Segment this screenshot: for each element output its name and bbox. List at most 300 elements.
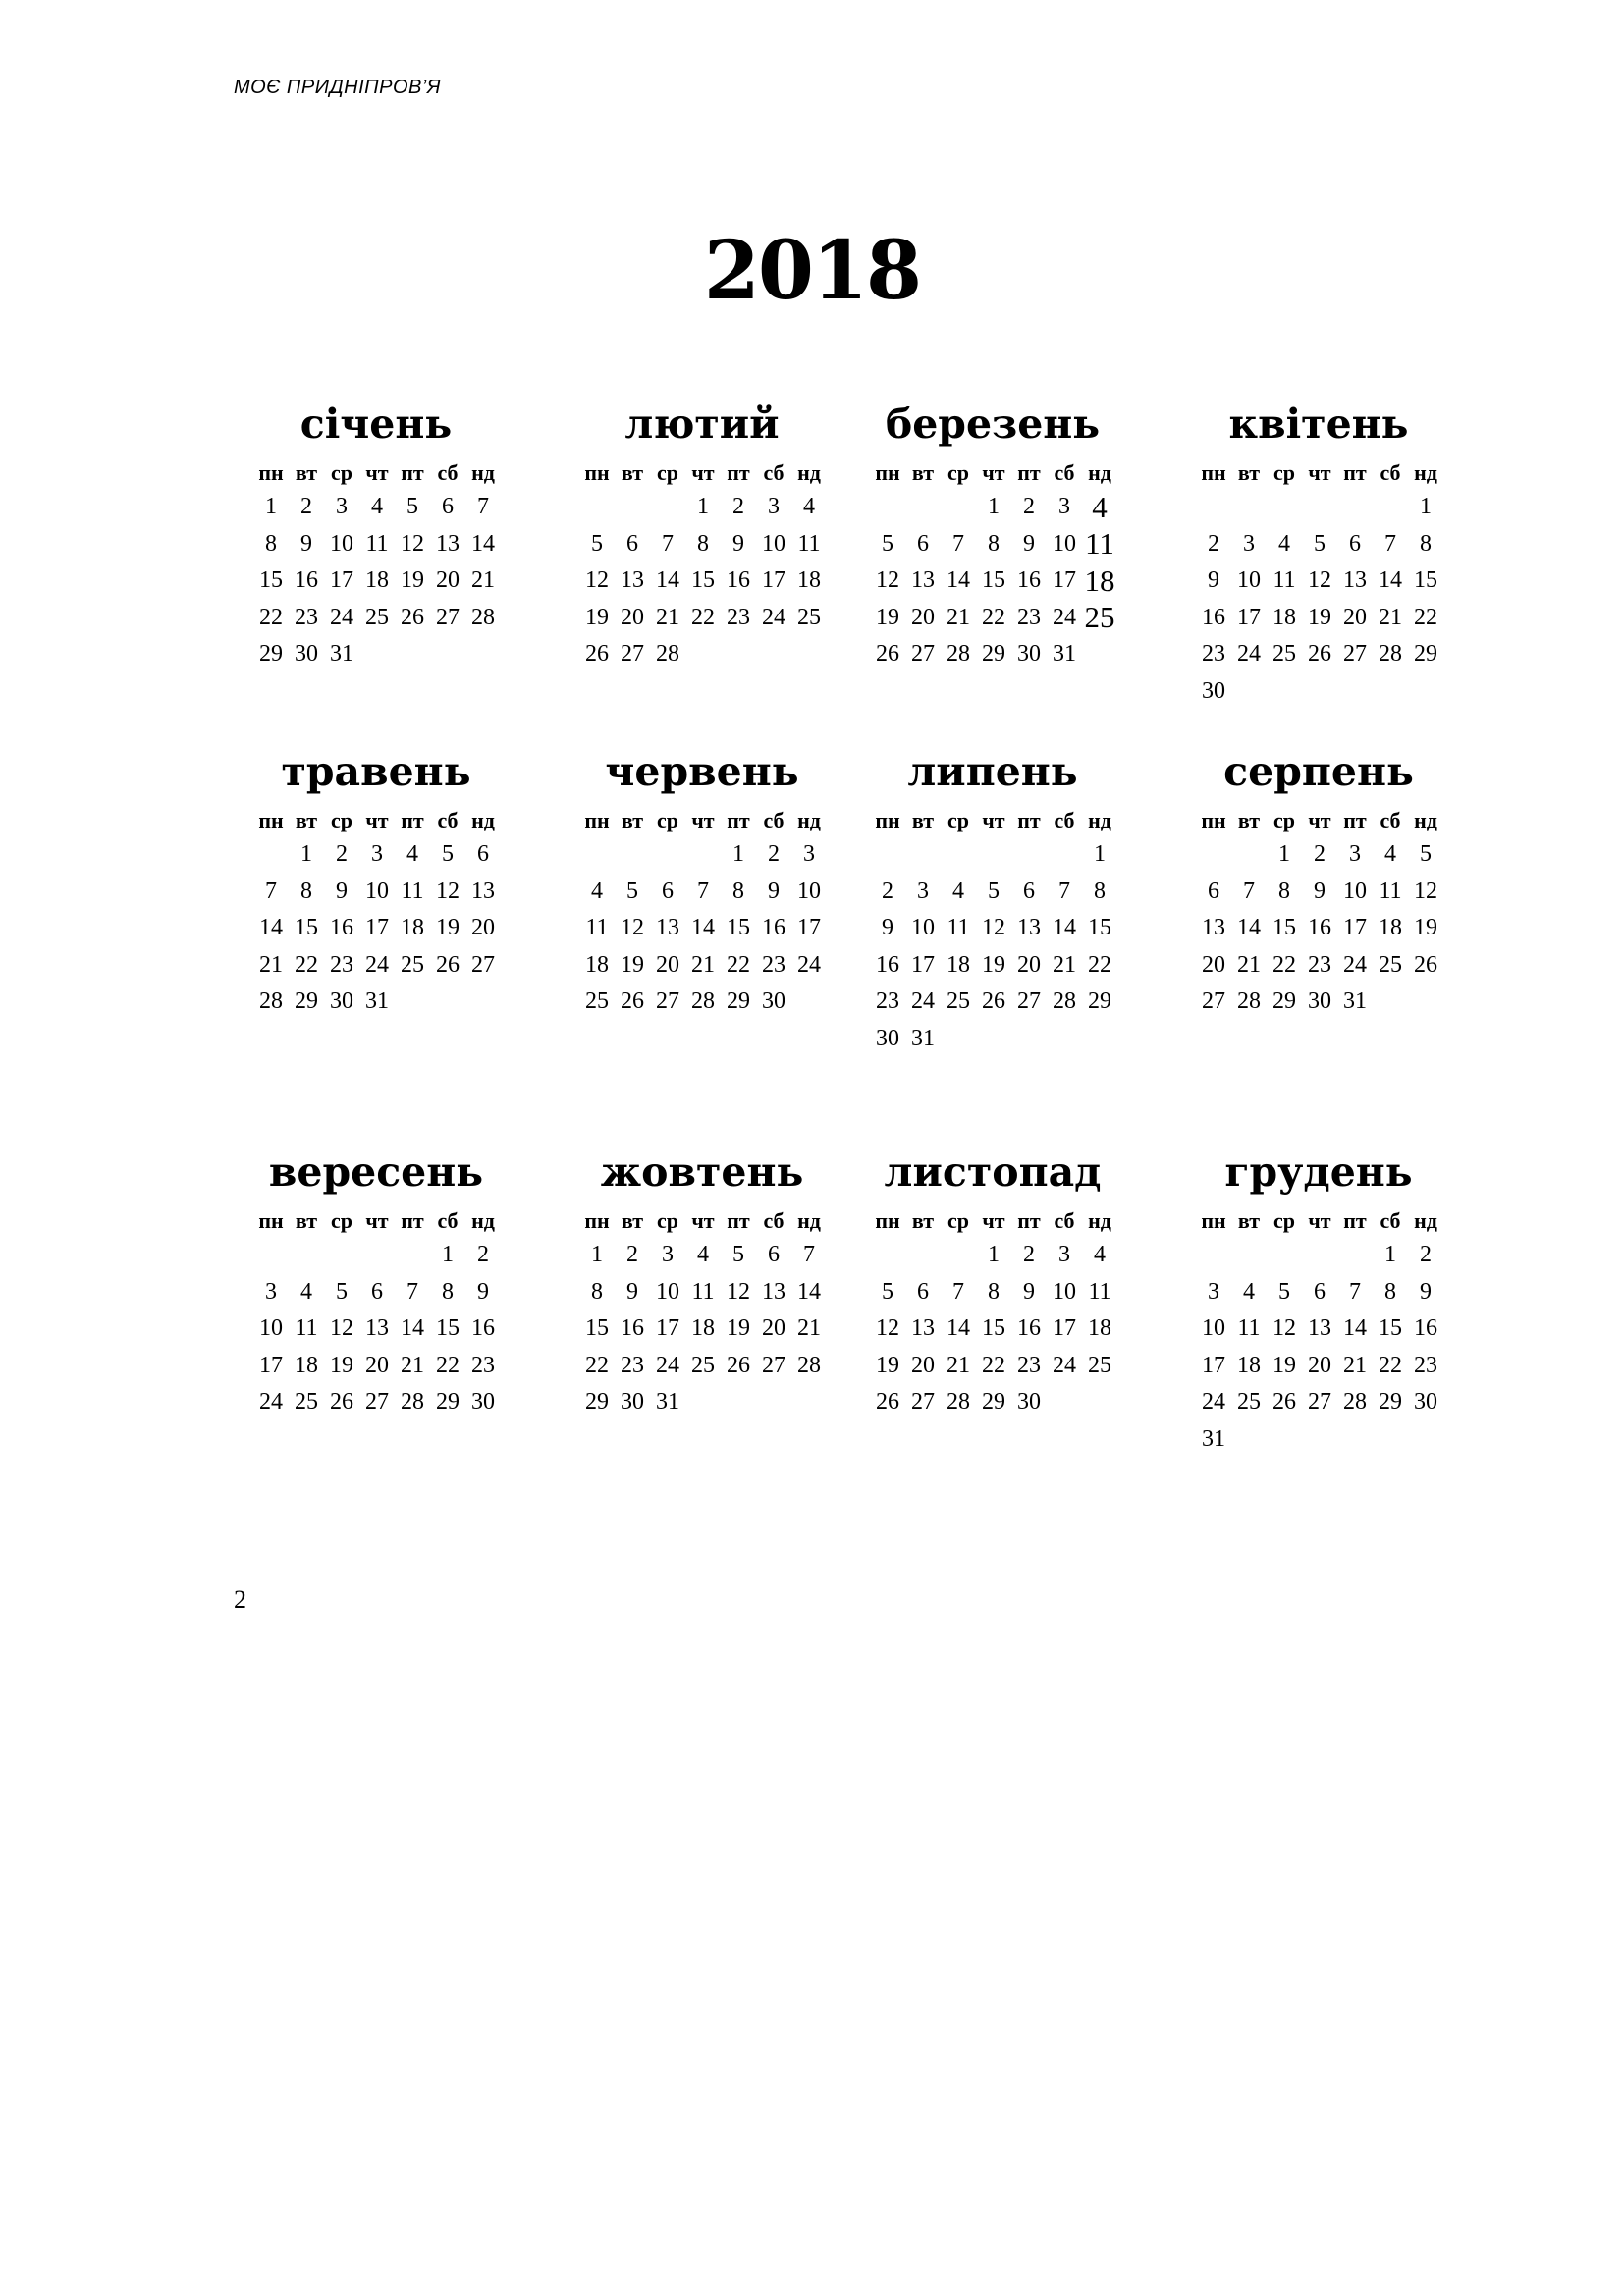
day-cell: 25 [797,604,821,630]
day-cell: 20 [656,951,679,978]
weekday-label: ср [947,808,969,832]
weekday-label: пт [1343,460,1367,485]
week-row [1196,984,1481,1021]
day-cell: 13 [436,530,460,557]
day-cell: 4 [371,494,383,520]
weekday-label: чт [1308,1208,1331,1233]
day-cell: 17 [1343,915,1367,941]
day-cell: 19 [982,951,1005,978]
week-row [870,1310,1155,1348]
day-cell: 6 [442,494,454,520]
day-cell: 17 [1237,604,1261,630]
day-cell: 5 [882,530,893,557]
day-cell: 17 [259,1352,283,1378]
day-cell: 21 [1237,951,1261,978]
day-cell: 18 [1088,1315,1111,1342]
day-cell: 29 [727,988,750,1015]
weekday-label: пн [584,808,610,832]
day-cell: 15 [1088,915,1111,941]
day-cell: 31 [365,988,389,1015]
weekday-header-row [1196,805,1481,836]
weekday-label: вт [911,808,935,832]
day-cell: 9 [477,1278,489,1305]
day-cell: 8 [1278,878,1290,904]
week-row [253,984,538,1021]
day-cell: 19 [585,604,609,630]
weekday-label: вт [911,460,935,485]
week-row [253,910,538,947]
day-cell: 23 [1414,1352,1437,1378]
day-cell: 7 [1349,1278,1361,1305]
day-cell: 15 [1379,1315,1402,1342]
day-cell: 3 [917,878,929,904]
week-row [579,636,864,673]
month-name: березень [885,400,1101,448]
weekday-label: пн [584,460,610,485]
day-cell: 23 [727,604,750,630]
day-cell: 28 [471,604,495,630]
day-cell: 13 [1308,1315,1331,1342]
day-cell: 16 [762,915,785,941]
day-cell: 1 [265,494,277,520]
weekday-label: пт [727,1208,750,1233]
weekday-label: нд [1414,460,1437,485]
week-row [870,562,1155,600]
day-cell: 10 [1053,530,1076,557]
weekday-label: ср [331,1208,352,1233]
week-row [1196,947,1481,985]
day-cell: 23 [1017,1352,1041,1378]
day-cell: 11 [585,915,609,941]
week-row [870,526,1155,563]
day-cell: 10 [1237,567,1261,594]
weekday-label: ср [947,1208,969,1233]
day-cell: 1 [988,1242,1000,1268]
day-cell: 15 [727,915,750,941]
day-cell: 15 [436,1315,460,1342]
weekday-label: пт [1017,808,1041,832]
day-cell: 1 [442,1242,454,1268]
month-block [253,1145,538,1421]
day-cell: 24 [911,988,935,1015]
day-cell: 1 [1094,841,1106,868]
day-cell: 2 [768,841,780,868]
week-row [579,984,864,1021]
weekday-label: нд [797,808,821,832]
week-row [1196,910,1481,947]
month-block [253,397,538,673]
week-row [253,600,538,637]
month-name: вересень [268,1148,484,1196]
day-cell: 21 [1379,604,1402,630]
day-cell: 8 [1094,878,1106,904]
day-cell: 24 [1343,951,1367,978]
week-row [253,562,538,600]
day-cell: 17 [911,951,935,978]
day-cell: 5 [988,878,1000,904]
day-cell: 28 [947,1389,970,1415]
weekday-label: нд [797,1208,821,1233]
week-row [253,489,538,526]
weekday-header-row [870,457,1155,489]
week-row [253,526,538,563]
day-cell: 9 [1420,1278,1432,1305]
day-cell: 22 [1414,604,1437,630]
week-row [253,947,538,985]
day-cell: 6 [917,530,929,557]
day-cell: 3 [1243,530,1255,557]
weekday-label: сб [763,1208,785,1233]
day-cell: 8 [591,1278,603,1305]
weekday-label: сб [1054,1208,1075,1233]
day-cell: 28 [947,641,970,667]
day-cell: 27 [1202,988,1225,1015]
day-cell: 24 [1053,1352,1076,1378]
weekday-label: ср [1273,460,1295,485]
weekday-label: чт [365,808,389,832]
day-cell: 1 [1278,841,1290,868]
day-cell: 15 [982,567,1005,594]
day-cell: 28 [259,988,283,1015]
day-cell: 26 [621,988,644,1015]
weekday-header-row [1196,1205,1481,1237]
day-cell: 26 [876,1389,899,1415]
week-row [253,836,538,874]
day-cell: 28 [401,1389,424,1415]
day-cell: 1 [300,841,312,868]
weekday-label: пт [1343,808,1367,832]
day-cell: 24 [762,604,785,630]
weekday-label: сб [1054,460,1075,485]
week-row [1196,489,1481,526]
month-name: травень [281,748,471,795]
day-cell: 12 [727,1278,750,1305]
week-row [870,874,1155,911]
week-row [870,600,1155,637]
weekday-label: пн [875,1208,900,1233]
day-cell: 10 [762,530,785,557]
day-cell: 30 [330,988,353,1015]
weekday-label: вт [1237,808,1261,832]
weekday-label: сб [437,460,459,485]
month-block [870,744,1155,1057]
day-cell: 10 [1343,878,1367,904]
day-cell: 7 [662,530,674,557]
day-cell: 26 [876,641,899,667]
weekday-label: сб [1380,460,1401,485]
day-cell: 20 [911,1352,935,1378]
day-cell: 27 [621,641,644,667]
day-cell: 25 [691,1352,715,1378]
week-row [870,1237,1155,1274]
day-cell: 30 [1017,1389,1041,1415]
month-block [1196,1145,1481,1458]
day-cell: 17 [365,915,389,941]
day-cell: 24 [1202,1389,1225,1415]
weekday-label: сб [763,460,785,485]
day-cell: 20 [1017,951,1041,978]
weekday-label: пн [1201,1208,1226,1233]
day-cell: 8 [988,1278,1000,1305]
day-cell: 10 [656,1278,679,1305]
day-cell: 13 [911,567,935,594]
day-cell: 20 [365,1352,389,1378]
day-cell: 10 [797,878,821,904]
month-block [579,397,864,673]
day-cell: 22 [585,1352,609,1378]
day-cell: 14 [691,915,715,941]
day-cell: 8 [732,878,744,904]
day-cell: 12 [401,530,424,557]
weekday-label: пн [1201,808,1226,832]
day-cell: 7 [1243,878,1255,904]
day-cell: 13 [1017,915,1041,941]
day-cell: 27 [1343,641,1367,667]
day-cell: 23 [621,1352,644,1378]
day-cell: 13 [911,1315,935,1342]
week-row [1196,874,1481,911]
week-row [1196,1384,1481,1421]
day-cell: 27 [762,1352,785,1378]
week-row [579,1348,864,1385]
day-cell: 1 [1384,1242,1396,1268]
day-cell: 18 [585,951,609,978]
day-cell: 24 [1237,641,1261,667]
week-row [579,562,864,600]
week-row [870,1348,1155,1385]
month-name: квітень [1228,400,1409,448]
day-cell: 26 [727,1352,750,1378]
day-cell: 25 [1379,951,1402,978]
weekday-header-row [1196,457,1481,489]
weekday-label: чт [691,1208,715,1233]
day-cell: 13 [1343,567,1367,594]
weekday-label: сб [437,808,459,832]
day-cell: 22 [436,1352,460,1378]
day-cell: 4 [1384,841,1396,868]
weekday-label: пн [258,460,284,485]
day-cell: 6 [662,878,674,904]
weekday-header-row [579,457,864,489]
day-cell: 2 [300,494,312,520]
day-cell: 22 [727,951,750,978]
week-row [579,1384,864,1421]
day-cell: 26 [330,1389,353,1415]
day-cell: 22 [259,604,283,630]
weekday-label: сб [763,808,785,832]
day-cell: 24 [656,1352,679,1378]
day-cell: 8 [1384,1278,1396,1305]
month-name: листопад [884,1148,1102,1196]
day-cell: 26 [585,641,609,667]
day-cell: 20 [762,1315,785,1342]
month-block [1196,397,1481,710]
day-cell: 15 [295,915,318,941]
week-row [1196,836,1481,874]
day-cell: 21 [471,567,495,594]
day-cell: 25 [1088,1352,1111,1378]
week-row [1196,1310,1481,1348]
week-row [1196,562,1481,600]
day-cell: 11 [947,915,970,941]
day-cell: 19 [1308,604,1331,630]
day-cell: 15 [1414,567,1437,594]
day-cell: 25 [1237,1389,1261,1415]
day-cell: 18 [1084,562,1115,598]
day-cell: 6 [626,530,638,557]
day-cell: 7 [697,878,709,904]
day-cell: 15 [691,567,715,594]
day-cell: 17 [330,567,353,594]
month-name: червень [605,748,799,795]
day-cell: 4 [1278,530,1290,557]
day-cell: 3 [768,494,780,520]
day-cell: 13 [365,1315,389,1342]
day-cell: 5 [442,841,454,868]
day-cell: 23 [330,951,353,978]
day-cell: 28 [1343,1389,1367,1415]
day-cell: 12 [1272,1315,1296,1342]
day-cell: 9 [1023,530,1035,557]
weekday-label: ср [657,460,678,485]
day-cell: 20 [621,604,644,630]
day-cell: 28 [1379,641,1402,667]
day-cell: 23 [1017,604,1041,630]
day-cell: 27 [911,1389,935,1415]
weekday-label: чт [1308,460,1331,485]
day-cell: 5 [626,878,638,904]
week-row [870,910,1155,947]
week-row [1196,1348,1481,1385]
day-cell: 28 [1053,988,1076,1015]
day-cell: 30 [1308,988,1331,1015]
weekday-label: нд [471,808,495,832]
month-block [870,1145,1155,1421]
day-cell: 16 [1414,1315,1437,1342]
day-cell: 19 [621,951,644,978]
day-cell: 10 [1202,1315,1225,1342]
day-cell: 23 [295,604,318,630]
day-cell: 12 [1414,878,1437,904]
week-row [579,526,864,563]
month-block [870,397,1155,673]
week-row [870,836,1155,874]
day-cell: 1 [1420,494,1432,520]
day-cell: 20 [471,915,495,941]
weekday-label: вт [295,808,318,832]
day-cell: 17 [1202,1352,1225,1378]
weekday-header-row [253,805,538,836]
day-cell: 3 [265,1278,277,1305]
day-cell: 8 [300,878,312,904]
day-cell: 18 [797,567,821,594]
weekday-label: вт [1237,1208,1261,1233]
day-cell: 3 [1058,494,1070,520]
weekday-label: ср [331,808,352,832]
day-cell: 21 [797,1315,821,1342]
day-cell: 25 [947,988,970,1015]
day-cell: 12 [621,915,644,941]
day-cell: 1 [988,494,1000,520]
day-cell: 12 [876,1315,899,1342]
day-cell: 29 [436,1389,460,1415]
day-cell: 21 [259,951,283,978]
day-cell: 11 [295,1315,318,1342]
day-cell: 16 [621,1315,644,1342]
day-cell: 2 [1420,1242,1432,1268]
weekday-header-row [579,805,864,836]
day-cell: 22 [1088,951,1111,978]
year-title: 2018 [703,224,921,318]
weekday-label: чт [982,1208,1005,1233]
day-cell: 25 [1272,641,1296,667]
day-cell: 30 [876,1025,899,1051]
week-row [870,947,1155,985]
day-cell: 3 [803,841,815,868]
day-cell: 29 [1379,1389,1402,1415]
day-cell: 14 [1053,915,1076,941]
day-cell: 24 [330,604,353,630]
day-cell: 6 [917,1278,929,1305]
week-row [870,1384,1155,1421]
week-row [253,874,538,911]
day-cell: 22 [1272,951,1296,978]
weekday-label: пт [1017,1208,1041,1233]
day-cell: 22 [691,604,715,630]
day-cell: 4 [1243,1278,1255,1305]
day-cell: 4 [803,494,815,520]
day-cell: 6 [1314,1278,1326,1305]
day-cell: 9 [300,530,312,557]
day-cell: 31 [330,641,353,667]
month-name: жовтень [600,1148,804,1196]
day-cell: 2 [1023,494,1035,520]
week-row [253,1237,538,1274]
weekday-label: сб [1054,808,1075,832]
day-cell: 21 [401,1352,424,1378]
day-cell: 9 [626,1278,638,1305]
day-cell: 8 [988,530,1000,557]
day-cell: 8 [265,530,277,557]
day-cell: 22 [295,951,318,978]
day-cell: 17 [797,915,821,941]
weekday-label: чт [982,460,1005,485]
day-cell: 21 [691,951,715,978]
weekday-label: ср [947,460,969,485]
day-cell: 18 [947,951,970,978]
day-cell: 24 [365,951,389,978]
weekday-label: вт [621,460,644,485]
week-row [1196,636,1481,673]
day-cell: 15 [585,1315,609,1342]
day-cell: 6 [1349,530,1361,557]
week-row [579,910,864,947]
weekday-label: вт [621,1208,644,1233]
day-cell: 9 [1023,1278,1035,1305]
day-cell: 3 [336,494,348,520]
day-cell: 5 [591,530,603,557]
day-cell: 24 [797,951,821,978]
day-cell: 7 [1058,878,1070,904]
day-cell: 20 [1202,951,1225,978]
day-cell: 28 [797,1352,821,1378]
day-cell: 4 [697,1242,709,1268]
day-cell: 30 [471,1389,495,1415]
day-cell: 9 [1314,878,1326,904]
day-cell: 9 [336,878,348,904]
day-cell: 14 [947,1315,970,1342]
day-cell: 26 [1414,951,1437,978]
